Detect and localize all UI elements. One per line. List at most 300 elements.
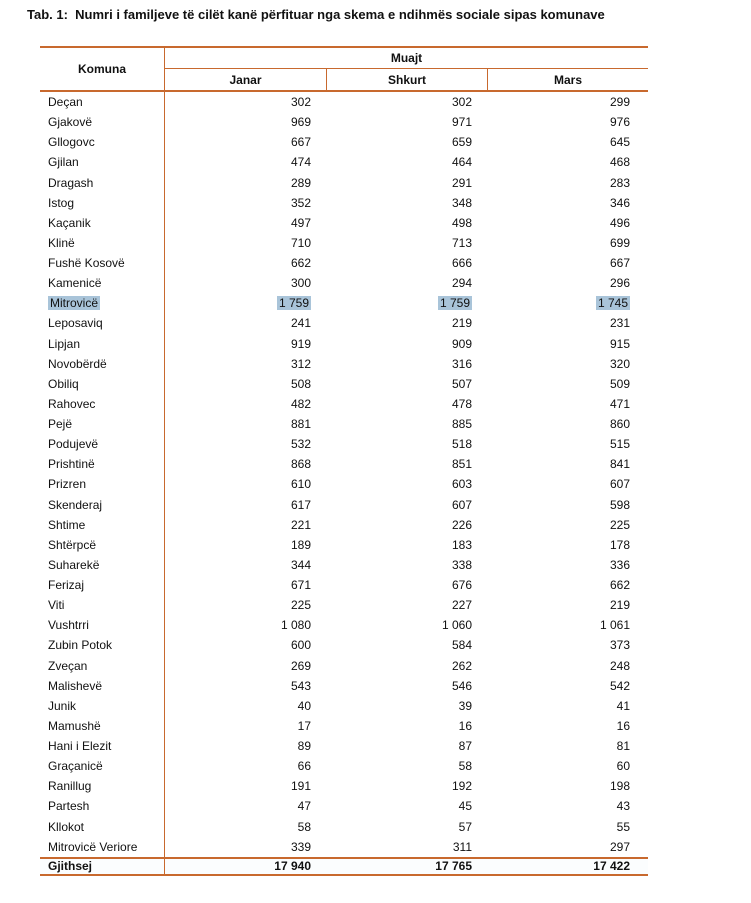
table-row — [40, 515, 648, 535]
value-text: 607 — [451, 497, 472, 512]
value-cell — [326, 354, 487, 374]
value-text: 339 — [290, 839, 311, 854]
table-row — [40, 676, 648, 696]
value-cell — [326, 112, 487, 132]
value-text: 81 — [616, 739, 630, 754]
value-cell — [165, 293, 326, 313]
value-text: 47 — [297, 799, 311, 814]
table-row — [40, 334, 648, 354]
value-text: 617 — [290, 497, 311, 512]
municipality-name — [40, 374, 165, 394]
table-row — [40, 414, 648, 434]
value-cell — [487, 595, 648, 615]
table-row — [40, 394, 648, 414]
value-text: 509 — [609, 376, 630, 391]
municipality-name — [40, 394, 165, 414]
value-cell — [326, 635, 487, 655]
value-text: 226 — [451, 517, 472, 532]
value-cell — [326, 817, 487, 837]
value-cell — [165, 615, 326, 635]
municipality-name — [40, 454, 165, 474]
municipality-name — [40, 193, 165, 213]
municipality-name — [40, 334, 165, 354]
value-cell — [487, 394, 648, 414]
municipality-name-text: Zveçan — [48, 658, 88, 673]
value-text: 868 — [290, 457, 311, 472]
table-row — [40, 173, 648, 193]
value-text: 43 — [616, 799, 630, 814]
value-text: 302 — [290, 95, 311, 110]
social-assistance-table — [40, 46, 648, 876]
municipality-name-text: Mitrovicë Veriore — [48, 839, 138, 854]
total-mars: 17 422 — [593, 859, 630, 874]
municipality-name-text: Kamenicë — [48, 276, 102, 291]
value-cell — [165, 454, 326, 474]
value-cell — [487, 635, 648, 655]
value-text: 1 060 — [441, 618, 472, 633]
value-cell — [487, 152, 648, 172]
municipality-name — [40, 615, 165, 635]
value-text: 299 — [609, 95, 630, 110]
value-text: 671 — [290, 578, 311, 593]
value-text: 662 — [290, 256, 311, 271]
value-text: 225 — [290, 598, 311, 613]
value-cell — [165, 756, 326, 776]
table-row — [40, 152, 648, 172]
value-cell — [326, 756, 487, 776]
municipality-name-text: Podujevë — [48, 437, 99, 452]
value-text: 976 — [609, 115, 630, 130]
municipality-name-text: Graçanicë — [48, 759, 103, 774]
value-cell — [165, 374, 326, 394]
value-text: 344 — [290, 557, 311, 572]
value-text: 300 — [290, 276, 311, 291]
value-cell — [326, 454, 487, 474]
value-text: 1 061 — [599, 618, 630, 633]
value-cell — [326, 837, 487, 857]
value-text: 610 — [290, 477, 311, 492]
value-cell — [326, 676, 487, 696]
value-text: 269 — [290, 658, 311, 673]
value-cell — [326, 434, 487, 454]
municipality-name — [40, 575, 165, 595]
value-text: 231 — [609, 316, 630, 331]
value-cell — [487, 92, 648, 112]
table-row — [40, 293, 648, 313]
value-text: 241 — [290, 316, 311, 331]
value-text: 603 — [451, 477, 472, 492]
municipality-name — [40, 414, 165, 434]
total-label: Gjithsej — [40, 859, 165, 874]
value-text: 346 — [609, 195, 630, 210]
value-text: 311 — [452, 839, 472, 854]
municipality-name-text: Junik — [48, 698, 77, 713]
value-text: 302 — [451, 95, 472, 110]
value-cell — [165, 716, 326, 736]
value-cell — [487, 736, 648, 756]
value-cell — [326, 253, 487, 273]
municipality-name — [40, 474, 165, 494]
municipality-name-text: Lipjan — [48, 336, 81, 351]
value-cell — [165, 635, 326, 655]
table-row — [40, 495, 648, 515]
value-cell — [165, 132, 326, 152]
value-text: 55 — [616, 819, 630, 834]
value-text: 336 — [609, 557, 630, 572]
value-cell — [487, 293, 648, 313]
value-cell — [326, 193, 487, 213]
table-row — [40, 635, 648, 655]
value-cell — [487, 495, 648, 515]
value-cell — [165, 535, 326, 555]
value-text: 189 — [290, 537, 311, 552]
municipality-name — [40, 716, 165, 736]
municipality-name-text: Novobërdë — [48, 356, 107, 371]
value-cell — [326, 495, 487, 515]
value-text: 645 — [609, 135, 630, 150]
value-text: 518 — [451, 437, 472, 452]
value-text: 296 — [609, 276, 630, 291]
table-title: Tab. 1: Numri i familjeve të cilët kanë përfituar nga skema e ndihmës sociale sipas komunave — [27, 7, 605, 22]
value-text: 352 — [290, 195, 311, 210]
municipality-name-text: Gjakovë — [48, 115, 93, 130]
table-row — [40, 253, 648, 273]
value-cell — [487, 656, 648, 676]
value-text: 45 — [458, 799, 472, 814]
table-row — [40, 696, 648, 716]
table-row — [40, 817, 648, 837]
municipality-name-text: Shtime — [48, 517, 86, 532]
municipality-name-text: Rahovec — [48, 396, 96, 411]
municipality-name — [40, 817, 165, 837]
table-row — [40, 776, 648, 796]
value-text: 507 — [451, 376, 472, 391]
value-cell — [165, 213, 326, 233]
value-cell — [487, 535, 648, 555]
value-cell — [487, 756, 648, 776]
value-text: 39 — [458, 698, 472, 713]
municipality-name — [40, 434, 165, 454]
value-cell — [487, 615, 648, 635]
municipality-name — [40, 495, 165, 515]
table-row — [40, 615, 648, 635]
value-text: 373 — [609, 638, 630, 653]
value-cell — [165, 736, 326, 756]
value-text: 225 — [609, 517, 630, 532]
value-cell — [165, 334, 326, 354]
value-text: 283 — [609, 175, 630, 190]
value-text: 221 — [290, 517, 311, 532]
municipality-name — [40, 515, 165, 535]
value-cell — [487, 112, 648, 132]
value-text: 57 — [458, 819, 472, 834]
value-cell — [487, 696, 648, 716]
value-text: 971 — [451, 115, 472, 130]
value-text: 710 — [290, 235, 311, 250]
column-header-komuna: Komuna — [40, 48, 165, 90]
value-cell — [165, 253, 326, 273]
value-cell — [487, 837, 648, 857]
value-text: 546 — [451, 678, 472, 693]
value-cell — [165, 575, 326, 595]
value-text: 89 — [297, 739, 311, 754]
municipality-name — [40, 233, 165, 253]
value-text: 885 — [451, 417, 472, 432]
value-cell — [326, 796, 487, 816]
value-text: 297 — [609, 839, 630, 854]
value-text: 474 — [290, 155, 311, 170]
municipality-name-text: Dragash — [48, 175, 94, 190]
value-text: 262 — [451, 658, 472, 673]
municipality-name-text: Ranillug — [48, 779, 92, 794]
table-row — [40, 837, 648, 857]
municipality-name-text: Skenderaj — [48, 497, 103, 512]
table-row — [40, 474, 648, 494]
value-cell — [326, 374, 487, 394]
municipality-name-text: Kaçanik — [48, 215, 91, 230]
municipality-name — [40, 213, 165, 233]
value-cell — [326, 394, 487, 414]
value-text: 468 — [609, 155, 630, 170]
municipality-name — [40, 696, 165, 716]
value-cell — [165, 313, 326, 333]
value-cell — [487, 414, 648, 434]
municipality-name — [40, 273, 165, 293]
value-cell — [326, 474, 487, 494]
value-text: 532 — [290, 437, 311, 452]
municipality-name — [40, 313, 165, 333]
municipality-name-text: Obiliq — [48, 376, 79, 391]
table-row — [40, 374, 648, 394]
municipality-name — [40, 595, 165, 615]
value-cell — [487, 575, 648, 595]
value-cell — [487, 173, 648, 193]
value-text: 17 — [297, 718, 311, 733]
value-cell — [165, 796, 326, 816]
municipality-name-text: Partesh — [48, 799, 90, 814]
value-text: 662 — [609, 578, 630, 593]
table-row — [40, 716, 648, 736]
municipality-name-text: Leposaviq — [48, 316, 103, 331]
municipality-name — [40, 796, 165, 816]
value-text: 178 — [609, 537, 630, 552]
value-cell — [326, 515, 487, 535]
table-row — [40, 756, 648, 776]
table-row — [40, 434, 648, 454]
table-header — [40, 46, 648, 92]
municipality-name-text: Kllokot — [48, 819, 85, 834]
municipality-name-text: Suharekë — [48, 557, 100, 572]
municipality-name-text: Prizren — [48, 477, 87, 492]
value-text: 919 — [290, 336, 311, 351]
value-cell — [326, 615, 487, 635]
table-row — [40, 796, 648, 816]
value-text: 497 — [290, 215, 311, 230]
municipality-name — [40, 293, 165, 313]
value-text: 666 — [451, 256, 472, 271]
value-text: 713 — [451, 235, 472, 250]
value-cell — [487, 213, 648, 233]
value-cell — [165, 193, 326, 213]
value-text: 41 — [616, 698, 630, 713]
value-cell — [165, 233, 326, 253]
value-text: 600 — [290, 638, 311, 653]
value-cell — [165, 173, 326, 193]
value-text: 291 — [451, 175, 472, 190]
municipality-name — [40, 152, 165, 172]
municipality-name-text: Mitrovicë — [50, 296, 99, 311]
municipality-name — [40, 132, 165, 152]
table-row — [40, 555, 648, 575]
value-cell — [326, 716, 487, 736]
value-cell — [487, 515, 648, 535]
municipality-name-text: Hani i Elezit — [48, 739, 112, 754]
value-text: 496 — [609, 215, 630, 230]
months-header-group — [165, 48, 648, 90]
value-text: 851 — [451, 457, 472, 472]
value-text: 464 — [451, 155, 472, 170]
value-text: 192 — [451, 779, 472, 794]
municipality-name — [40, 555, 165, 575]
total-shkurt: 17 765 — [435, 859, 472, 874]
value-cell — [487, 233, 648, 253]
value-cell — [487, 334, 648, 354]
value-cell — [165, 676, 326, 696]
value-cell — [326, 173, 487, 193]
municipality-name — [40, 635, 165, 655]
value-text: 471 — [609, 396, 630, 411]
value-cell — [326, 696, 487, 716]
table-row — [40, 233, 648, 253]
value-cell — [326, 414, 487, 434]
table-row — [40, 92, 648, 112]
value-text: 58 — [297, 819, 311, 834]
value-text: 198 — [609, 779, 630, 794]
value-text: 1 745 — [597, 296, 628, 311]
value-text: 289 — [290, 175, 311, 190]
table-row — [40, 112, 648, 132]
municipality-name — [40, 173, 165, 193]
value-cell — [165, 817, 326, 837]
municipality-name-text: Klinë — [48, 235, 75, 250]
value-cell — [326, 656, 487, 676]
value-text: 607 — [609, 477, 630, 492]
municipality-name — [40, 535, 165, 555]
value-cell — [165, 837, 326, 857]
month-header-row — [165, 69, 648, 90]
value-text: 478 — [451, 396, 472, 411]
value-cell — [487, 776, 648, 796]
value-text: 1 759 — [439, 296, 470, 311]
value-cell — [165, 112, 326, 132]
value-text: 66 — [297, 759, 311, 774]
table-row — [40, 575, 648, 595]
value-cell — [487, 676, 648, 696]
table-row — [40, 313, 648, 333]
table-row — [40, 354, 648, 374]
municipality-name-text: Mamushë — [48, 718, 101, 733]
value-text: 338 — [451, 557, 472, 572]
value-cell — [165, 555, 326, 575]
municipality-name-text: Istog — [48, 195, 75, 210]
value-text: 676 — [451, 578, 472, 593]
value-cell — [487, 796, 648, 816]
table-row — [40, 736, 648, 756]
value-text: 543 — [290, 678, 311, 693]
value-text: 16 — [616, 718, 630, 733]
value-text: 348 — [451, 195, 472, 210]
value-text: 227 — [451, 598, 472, 613]
value-cell — [165, 656, 326, 676]
value-cell — [326, 334, 487, 354]
municipality-name — [40, 253, 165, 273]
table-body — [40, 92, 648, 857]
value-cell — [326, 213, 487, 233]
municipality-name — [40, 656, 165, 676]
value-cell — [326, 776, 487, 796]
municipality-name — [40, 736, 165, 756]
municipality-name — [40, 837, 165, 857]
value-cell — [326, 132, 487, 152]
municipality-name-text: Deçan — [48, 95, 83, 110]
value-cell — [487, 555, 648, 575]
value-cell — [487, 716, 648, 736]
table-row — [40, 656, 648, 676]
table-row — [40, 213, 648, 233]
municipality-name-text: Prishtinë — [48, 457, 95, 472]
value-cell — [165, 394, 326, 414]
value-text: 248 — [609, 658, 630, 673]
value-cell — [165, 515, 326, 535]
value-cell — [165, 776, 326, 796]
value-cell — [487, 434, 648, 454]
total-janar: 17 940 — [274, 859, 311, 874]
value-text: 1 080 — [280, 618, 311, 633]
value-text: 659 — [451, 135, 472, 150]
value-cell — [326, 595, 487, 615]
value-text: 909 — [451, 336, 472, 351]
value-cell — [165, 696, 326, 716]
value-text: 881 — [290, 417, 311, 432]
column-group-header-muajt: Muajt — [165, 48, 648, 69]
value-cell — [326, 736, 487, 756]
value-text: 312 — [290, 356, 311, 371]
value-cell — [326, 575, 487, 595]
municipality-name — [40, 92, 165, 112]
value-text: 515 — [609, 437, 630, 452]
value-cell — [487, 354, 648, 374]
value-cell — [326, 535, 487, 555]
value-cell — [165, 595, 326, 615]
municipality-name — [40, 776, 165, 796]
value-text: 915 — [609, 336, 630, 351]
municipality-name-text: Ferizaj — [48, 578, 85, 593]
value-cell — [165, 92, 326, 112]
municipality-name-text: Malishevë — [48, 678, 103, 693]
value-text: 542 — [609, 678, 630, 693]
value-cell — [487, 253, 648, 273]
table-row — [40, 595, 648, 615]
value-text: 841 — [609, 457, 630, 472]
value-text: 498 — [451, 215, 472, 230]
value-text: 87 — [458, 739, 472, 754]
value-text: 1 759 — [278, 296, 309, 311]
value-text: 482 — [290, 396, 311, 411]
value-text: 508 — [290, 376, 311, 391]
value-cell — [165, 474, 326, 494]
table-row — [40, 454, 648, 474]
value-cell — [326, 273, 487, 293]
